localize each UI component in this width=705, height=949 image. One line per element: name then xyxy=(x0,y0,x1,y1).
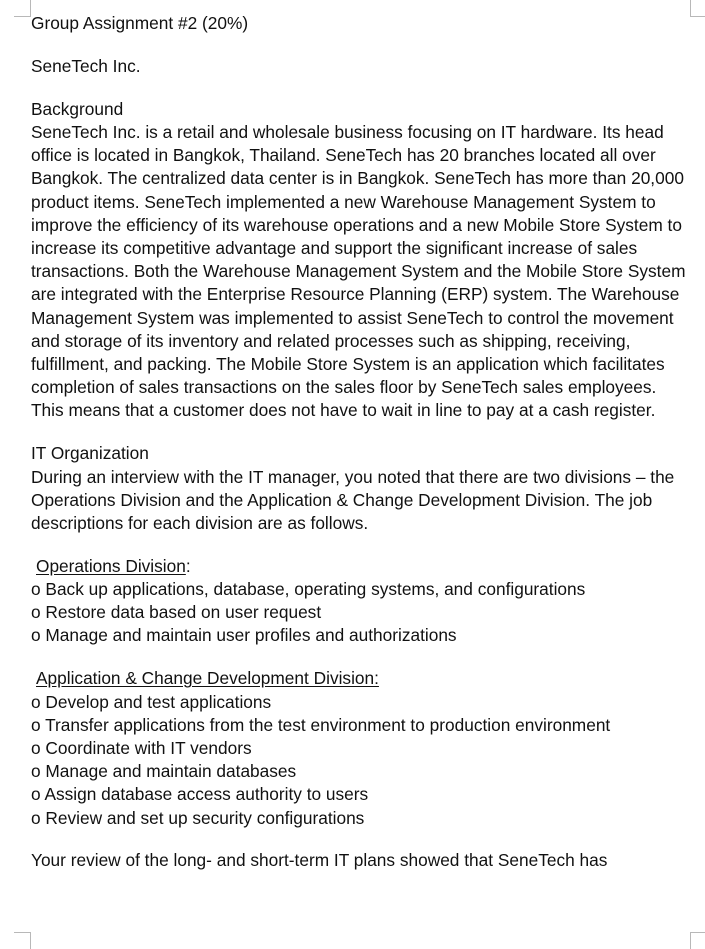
list-item: o Transfer applications from the test environment to production environment xyxy=(31,714,611,735)
document-content xyxy=(31,12,693,873)
crop-mark-top-left xyxy=(14,0,31,17)
company-name: SeneTech Inc. xyxy=(31,55,141,76)
crop-mark-bottom-right xyxy=(690,932,705,949)
list-item: o Back up applications, database, operating systems, and configurations xyxy=(31,579,586,600)
crop-mark-bottom-left xyxy=(14,932,31,949)
it-organization-paragraph: During an interview with the IT manager, you noted that there are two divisions – the Operations Division and the Application & Change Development Division. The job descriptions for each division are as follows. xyxy=(31,466,675,533)
background-heading: Background xyxy=(31,98,124,119)
operations-division-heading xyxy=(31,555,693,578)
list-item: o Develop and test applications xyxy=(31,691,272,712)
operations-division-colon: : xyxy=(185,555,191,576)
list-item: o Manage and maintain databases xyxy=(31,761,297,782)
closing-paragraph: Your review of the long- and short-term IT plans showed that SeneTech has xyxy=(31,850,608,871)
document-title: Group Assignment #2 (20%) xyxy=(31,13,249,33)
list-item: o Restore data based on user request xyxy=(31,602,322,623)
list-item: o Manage and maintain user profiles and authorizations xyxy=(31,625,457,646)
it-organization-heading: IT Organization xyxy=(31,443,149,464)
app-change-division-heading xyxy=(31,667,693,690)
operations-division-title: Operations Division xyxy=(36,555,186,576)
list-item: o Assign database access authority to users xyxy=(31,784,369,805)
app-change-division-list xyxy=(31,691,693,830)
list-item: o Coordinate with IT vendors xyxy=(31,737,252,758)
app-change-division-title: Application & Change Development Division: xyxy=(36,668,379,689)
background-paragraph: SeneTech Inc. is a retail and wholesale business focusing on IT hardware. Its head office is located in Bangkok, Thailand. SeneTech has 20 branches located all over Bangkok. The centralized data center is in Bangkok. SeneTech has more than 20,000 product items. SeneTech implemented a new Warehouse Management System to improve the efficiency of its warehouse operations and a new Mobile Store System to increase its competitive advantage and support the significant increase of sales transactions. Both the Warehouse Management System and the Mobile Store System are integrated with the Enterprise Resource Planning (ERP) system. The Warehouse Management System was implemented to assist SeneTech to control the movement and storage of its inventory and related processes such as shipping, receiving, fulfillment, and packing. The Mobile Store System is an application which facilitates completion of sales transactions on the sales floor by SeneTech sales employees. This means that a customer does not have to wait in line to pay at a cash register. xyxy=(31,121,686,421)
operations-division-list xyxy=(31,578,693,648)
list-item: o Review and set up security configurations xyxy=(31,807,365,828)
